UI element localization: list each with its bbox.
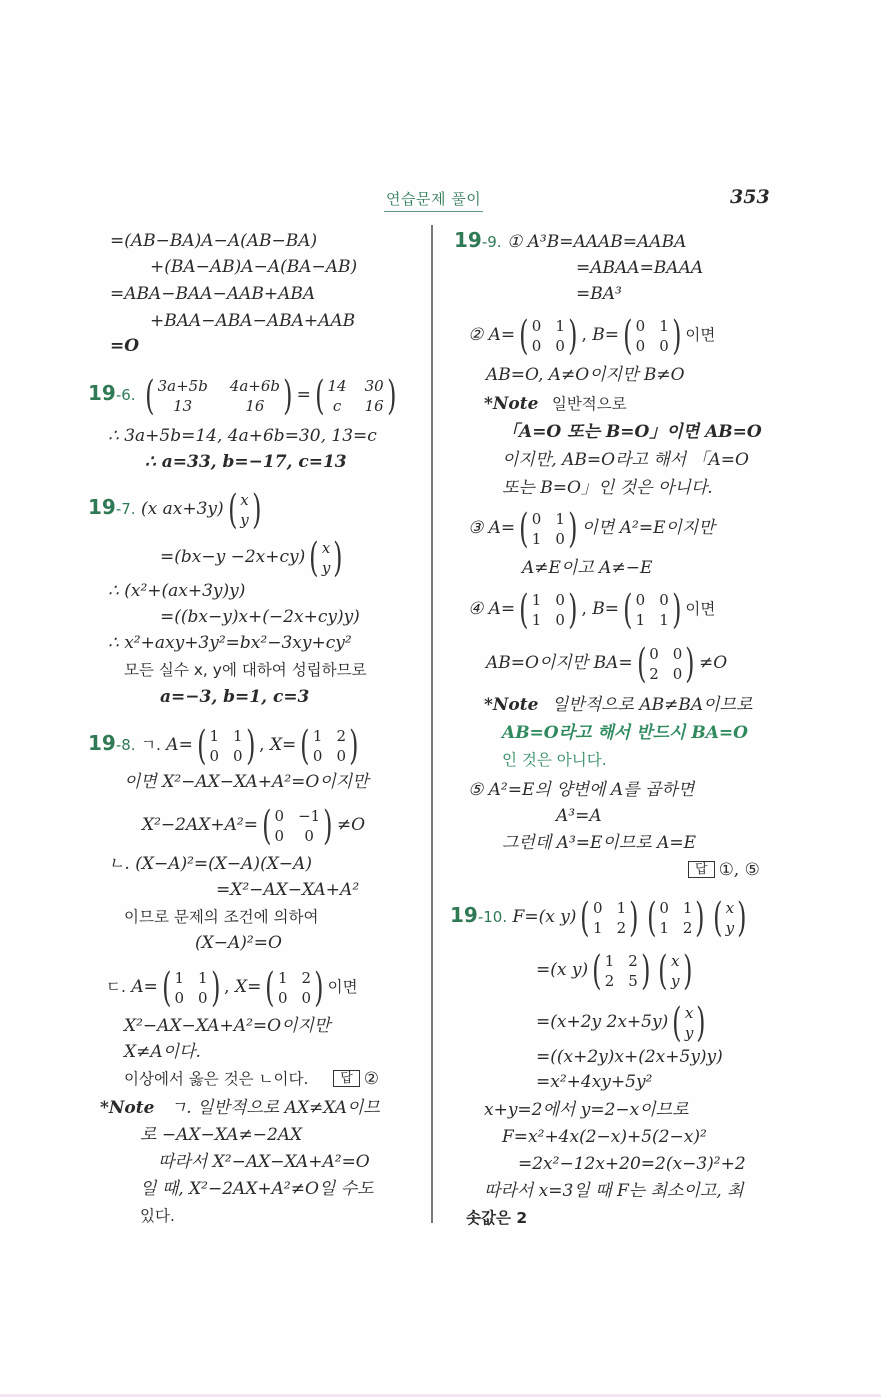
eq-line: 그런데 A³=E이므로 A=E (502, 833, 697, 853)
answer-badge: 답 (688, 861, 715, 878)
answer-line: 이상에서 옳은 것은 ㄴ이다. 답 ② (124, 1069, 380, 1089)
page-number: 353 (730, 186, 770, 208)
eq-line: ∴ a=33, b=−17, c=13 (145, 452, 347, 472)
problem-number: 19-7. (88, 495, 136, 519)
text-line: 이므로 문제의 조건에 의하여 (124, 908, 319, 926)
answer-value: ①, ⑤ (718, 860, 760, 880)
eq-line: a=−3, b=1, c=3 (160, 687, 310, 707)
eq-line: ④ A= ( 1 0 1 0 ) , B= ( 0 0 1 1 ) 이면 (468, 586, 716, 633)
eq-line: ⑤ A²=E의 양변에 A를 곱하면 (468, 780, 695, 800)
eq-line: x+y=2에서 y=2−x이므로 (484, 1100, 689, 1120)
eq-line: ∴ (x²+(ax+3y)y) (108, 581, 246, 601)
eq-line: X²−2AX+A²= ( 0 −1 0 0 ) ≠O (142, 802, 366, 849)
problem-19-6: 19-6. ( 3a+5b 4a+6b 13 16 ) = ( 14 30 c 16 ) (88, 368, 400, 420)
eq-line: 솟값은 2 (466, 1209, 528, 1227)
note-line: 로 −AX−XA≠−2AX (140, 1125, 303, 1145)
eq-line: =(AB−BA)A−A(AB−BA) (110, 231, 318, 251)
eq-line: X≠A이다. (124, 1042, 201, 1062)
eq-line: ㄴ. (X−A)²=(X−A)(X−A) (108, 854, 312, 874)
eq-line: 따라서 x=3일 때 F는 최소이고, 최 (484, 1181, 744, 1201)
eq-line: A≠E이고 A≠−E (522, 558, 653, 578)
note-line: 이지만, AB=O라고 해서 「A=O (502, 450, 749, 470)
eq-line: =(x+2y 2x+5y) ( x y ) (536, 999, 706, 1046)
problem-number: 19-9. (454, 228, 502, 252)
note: *Note 일반적으로 AB≠BA이므로 (484, 695, 753, 715)
problem-19-9: 19-9. ① A³B=AAAB=AABA (454, 228, 687, 252)
eq-line: +BAA−ABA−ABA+AAB (150, 311, 356, 331)
problem-19-8: 19-8. ㄱ. A= ( 1 1 0 0 ) , X= ( 1 2 0 0 ) (88, 722, 359, 769)
problem-number: 19-6. (88, 381, 136, 405)
eq-line: A³=A (556, 806, 602, 826)
problem-19-7: 19-7. (x ax+3y) ( x y ) (88, 482, 265, 534)
problem-19-10: 19-10. F=(x y) ( 0 1 1 2 ) ( 0 1 1 2 ) ( x y ) (450, 894, 747, 941)
note: *Note ㄱ. 일반적으로 AX≠XA이므 (100, 1098, 380, 1118)
note-line: 따라서 X²−AX−XA+A²=O (158, 1152, 370, 1172)
eq-line: 이면 X²−AX−XA+A²=O이지만 (124, 772, 369, 792)
eq-line: =((bx−y)x+(−2x+cy)y) (160, 607, 360, 627)
eq-line: =((x+2y)x+(2x+5y)y) (536, 1047, 723, 1067)
problem-number: 19-8. (88, 731, 136, 755)
page-header (0, 186, 881, 212)
eq-line: =(bx−y −2x+cy) ( x y ) (160, 534, 343, 581)
eq-line: =x²+4xy+5y² (536, 1072, 653, 1092)
note-line: 있다. (140, 1207, 175, 1225)
eq-line: AB=O, A≠O이지만 B≠O (486, 365, 685, 385)
section-title: 연습문제 풀이 (384, 188, 483, 212)
eq-line: ∴ 3a+5b=14, 4a+6b=30, 13=c (108, 426, 377, 446)
note-line: 「A=O 또는 B=O」이면 AB=O (502, 422, 762, 442)
eq-line: ② A= ( 0 1 0 0 ) , B= ( 0 1 0 0 ) 이면 (468, 312, 716, 359)
highlight-note-line: AB=O라고 해서 반드시 BA=O (502, 723, 748, 743)
eq-line: =ABAA=BAAA (576, 258, 704, 278)
eq-line: =2x²−12x+20=2(x−3)²+2 (518, 1154, 746, 1174)
answer-value: ② (363, 1069, 380, 1089)
eq-line: ㄷ. A= ( 1 1 0 0 ) , X= ( 1 2 0 0 ) 이면 (106, 964, 358, 1011)
note-line: 또는 B=O」인 것은 아니다. (502, 478, 713, 498)
lhs-matrix: ( 3a+5b 4a+6b 13 16 ) (145, 372, 293, 419)
rhs-matrix: ( 14 30 c 16 ) (314, 372, 397, 419)
eq-line: AB=O이지만 BA= ( 0 0 2 0 ) ≠O (486, 640, 728, 687)
eq-line: F=x²+4x(2−x)+5(2−x)² (502, 1127, 707, 1147)
text-line: 모든 실수 x, y에 대하여 성립하므로 (124, 661, 367, 679)
eq-line: +(BA−AB)A−A(BA−AB) (150, 257, 358, 277)
note-label: *Note (100, 1098, 155, 1118)
column-divider (431, 225, 433, 1223)
eq-line: =ABA−BAA−AAB+ABA (110, 284, 316, 304)
eq-line: ③ A= ( 0 1 1 0 ) 이면 A²=E이지만 (468, 505, 715, 552)
problem-number: 19-10. (450, 903, 508, 927)
column-vector: ( x y ) (227, 486, 262, 533)
answer-line (688, 859, 760, 881)
highlight-note-line: 인 것은 아니다. (502, 751, 607, 769)
eq-line: ∴ x²+axy+3y²=bx²−3xy+cy² (108, 633, 352, 653)
note: *Note 일반적으로 (484, 394, 627, 414)
note-line: 일 때, X²−2AX+A²≠O일 수도 (140, 1179, 374, 1199)
eq-line: =O (110, 336, 140, 356)
eq-line: =X²−AX−XA+A² (216, 880, 360, 900)
eq-line: =BA³ (576, 284, 622, 304)
eq-line: (X−A)²=O (195, 933, 282, 953)
eq-line: X²−AX−XA+A²=O이지만 (124, 1016, 331, 1036)
answer-badge: 답 (333, 1070, 360, 1087)
eq-line: =(x y) ( 1 2 2 5 ) ( x y ) (536, 947, 693, 994)
